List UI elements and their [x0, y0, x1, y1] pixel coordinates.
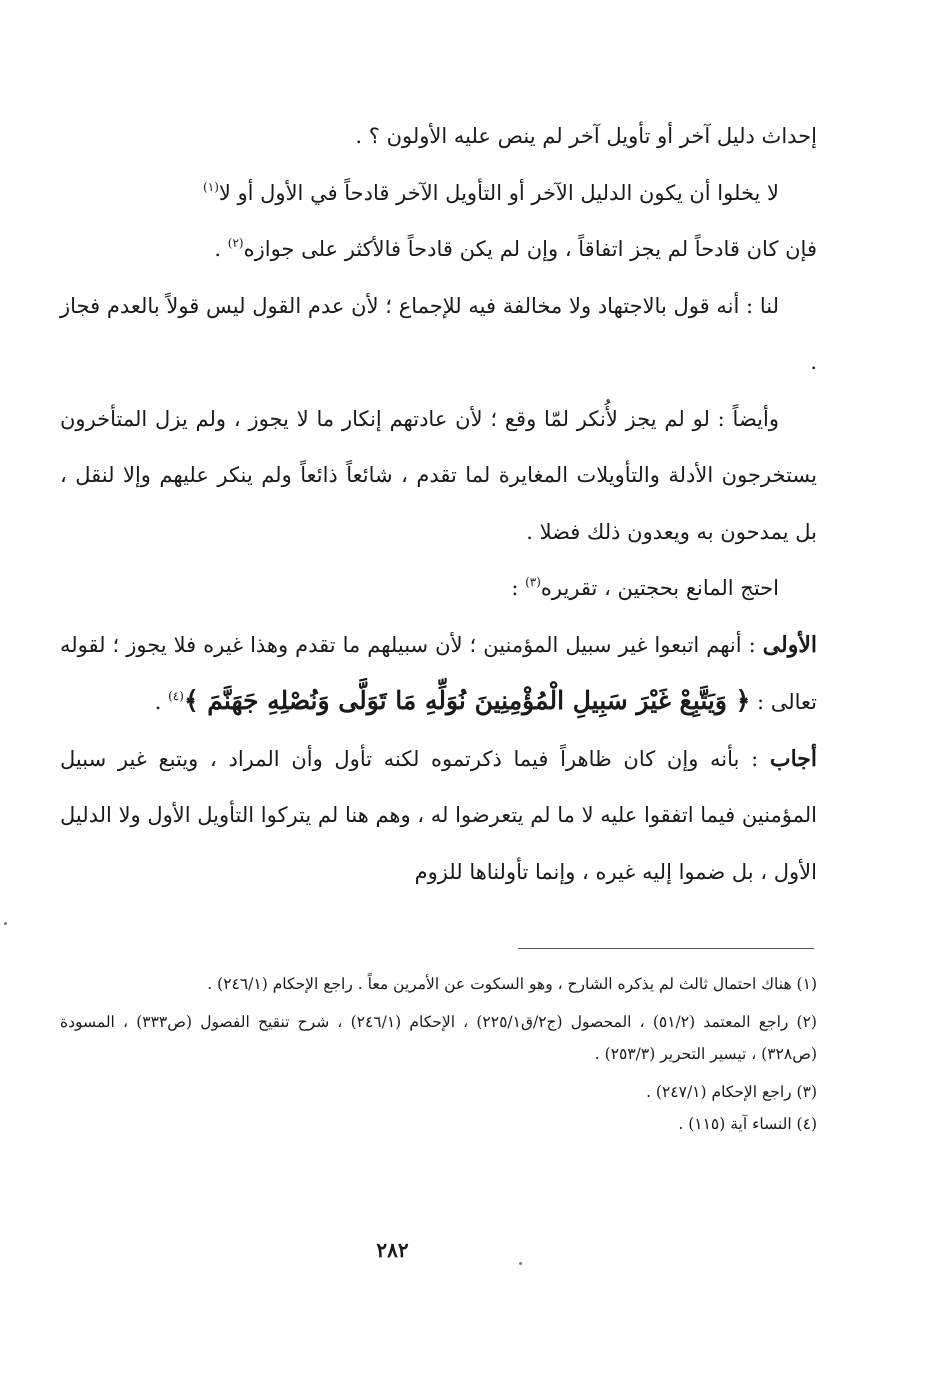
footnote-ref-2[interactable]: (٢) [227, 236, 244, 250]
scan-speck [4, 922, 7, 925]
footnote-separator [518, 948, 814, 949]
scan-speck [519, 1262, 522, 1265]
paragraph-3-text: فإن كان قادحاً لم يجز اتفاقاً ، وإن لم يكن قادحاً فالأكثر على جوازه [243, 237, 817, 261]
footnote-1: (١) هناك احتمال ثالث لم يذكره الشارح ، وهو السكوت عن الأمرين معاً . راجع الإحكام (٢٤٦/١) . [207, 975, 817, 993]
footnote-ref-1[interactable]: (١) [203, 179, 219, 194]
footnote-2: (٢) راجع المعتمد (٥١/٢) ، المحصول (ج٢/ق٢٢٥/١) ، الإحكام (٢٤٦/١) ، شرح تنقيح الفصول (ص٣٣٣) ، المسودة (ص٣٢٨) ، تيسير التحرير (٢٥٣/٣) . [60, 1013, 817, 1063]
paragraph-7 [60, 617, 817, 731]
paragraph-7-end: . [154, 690, 169, 714]
footnote-ref-3[interactable]: (٣) [525, 575, 541, 589]
paragraph-6-text: احتج المانع بحجتين ، تقريره [540, 576, 779, 600]
paragraph-6-end: : [511, 576, 526, 600]
paragraph-6 [60, 560, 817, 617]
paragraph-5: وأيضاً : لو لم يجز لأُنكر لمّا وقع ؛ لأن عادتهم إنكار ما لا يجوز ، ولم يزل المتأخرون يستخرجون الأدلة والتأويلات المغايرة لما تقدم ، شائعاً ذائعاً ولم ينكر عليهم وإلا لنقل ، بل يمدحون به ويعدون ذلك فضلا . [60, 406, 817, 544]
paragraph-8 [60, 731, 817, 901]
paragraph-3 [60, 221, 817, 278]
response-heading: أجاب [769, 745, 817, 772]
first-argument-heading: الأولى [762, 631, 817, 658]
footnote-ref-4[interactable]: (٤) [168, 689, 184, 703]
paragraph-3-end: . [214, 237, 228, 261]
footnote-4: (٤) النساء آية (١١٥) . [678, 1115, 817, 1133]
paragraph-2 [60, 165, 817, 222]
page-number: ٢٨٢ [376, 1238, 409, 1262]
paragraph-8-text: : بأنه وإن كان ظاهراً فيما ذكرتموه لكنه تأول وأن المراد ، ويتبع غير سبيل المؤمنين فيما اتفقوا عليه لا ما لم يتعرضوا له ، وهم هنا لم يتركوا التأويل الأول ولا الدليل الأول ، بل ضموا إليه غيره ، وإنما تأولناها للزوم [60, 746, 817, 884]
paragraph-4: لنا : أنه قول بالاجتهاد ولا مخالفة فيه للإجماع ؛ لأن عدم القول ليس قولاً بالعدم فجاز . [60, 293, 817, 374]
footnotes-section [60, 968, 817, 1140]
footnote-3: (٣) راجع الإحكام (٢٤٧/١) . [646, 1083, 817, 1101]
paragraph-7-text: : أنهم اتبعوا غير سبيل المؤمنين ؛ لأن سبيلهم ما تقدم وهذا غيره فلا يجوز ؛ لقوله تعالى : [60, 632, 817, 714]
paragraph-1: إحداث دليل آخر أو تأويل آخر لم ينص عليه الأولون ؟ . [355, 124, 817, 148]
main-text [60, 108, 817, 900]
paragraph-2-text: لا يخلوا أن يكون الدليل الآخر أو التأويل الآخر قادحاً في الأول أو لا [218, 180, 779, 205]
quran-verse: ﴿ وَيَتَّبِعْ غَيْرَ سَبِيلِ الْمُؤْمِنِينَ نُوَلِّهِ مَا تَوَلَّى وَنُصْلِهِ جَهَنَّمَ ﴾ [183, 686, 751, 715]
